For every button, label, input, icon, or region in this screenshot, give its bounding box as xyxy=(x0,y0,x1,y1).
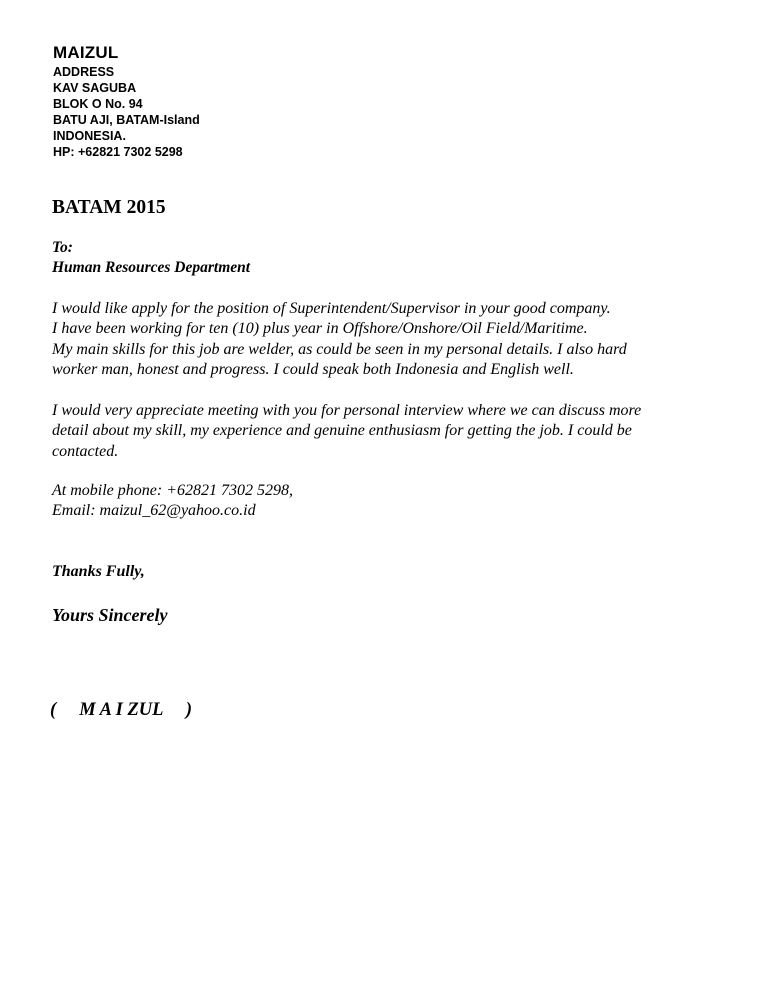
paragraph-line: worker man, honest and progress. I could speak both Indonesia and English well. xyxy=(52,360,574,378)
paragraph-line: I have been working for ten (10) plus year in Offshore/Onshore/Oil Field/Maritime. xyxy=(52,320,588,338)
paragraph-line: contacted. xyxy=(52,442,119,460)
paragraph-contact xyxy=(52,481,742,522)
sign-off: Yours Sincerely xyxy=(52,605,168,625)
recipient-block xyxy=(52,238,250,278)
address-line: BATU AJI, BATAM-Island xyxy=(53,113,200,127)
phone-line: HP: +62821 7302 5298 xyxy=(53,145,183,159)
signature-name: ( M A I ZUL ) xyxy=(50,700,193,720)
address-line: KAV SAGUBA xyxy=(53,81,137,95)
paragraph-line: detail about my skill, my experience and genuine enthusiasm for getting the job. I could be xyxy=(52,422,632,440)
paragraph-interview xyxy=(52,401,742,462)
recipient-department: Human Resources Department xyxy=(52,259,251,276)
to-label: To: xyxy=(52,239,73,256)
paragraph-line: My main skills for this job are welder, as could be seen in my personal details. I also hard xyxy=(52,340,627,358)
sender-header xyxy=(53,42,200,160)
paragraph-line: I would very appreciate meeting with you for personal interview where we can discuss more xyxy=(52,402,642,419)
contact-email: Email: maizul_62@yahoo.co.id xyxy=(52,502,256,520)
paragraph-line: I would like apply for the position of Superintendent/Supervisor in your good company. xyxy=(52,300,611,317)
sender-name: MAIZUL xyxy=(53,43,119,62)
place-date: BATAM 2015 xyxy=(52,197,166,218)
address-line: BLOK O No. 94 xyxy=(53,97,143,111)
paragraph-intro xyxy=(52,299,742,380)
closing-line: Thanks Fully, xyxy=(52,563,145,580)
address-label: ADDRESS xyxy=(53,65,115,79)
contact-phone: At mobile phone: +62821 7302 5298, xyxy=(52,482,293,499)
address-line: INDONESIA. xyxy=(53,129,126,143)
